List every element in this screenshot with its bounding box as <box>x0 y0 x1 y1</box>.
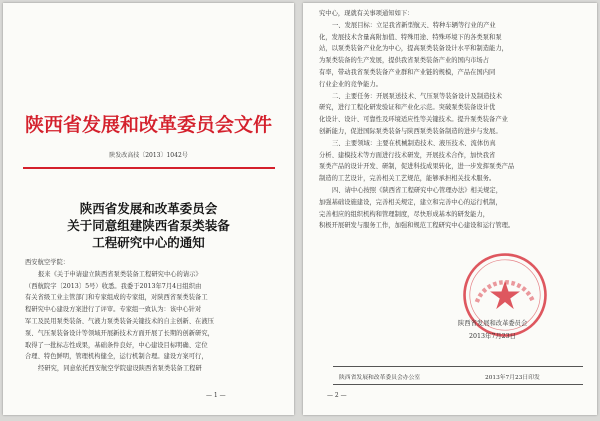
print-date: 2013年7月23日印发 <box>485 375 540 381</box>
body-line: （西航院字〔2013〕5号）收悉。我委于2013年7月4日组织由 <box>25 282 202 290</box>
body-line: 创新能力，促进国际泵类装备与陕西泵类装备制造的进步与发展。 <box>319 127 502 135</box>
footer-divider <box>333 384 583 385</box>
body-line: 积极开展研发与服务工作，加强和规范工程研究中心建设和运行管理。 <box>319 222 515 230</box>
salutation: 西安航空学院： <box>25 259 70 266</box>
page-number: — 2 — <box>327 392 347 399</box>
body-line: 化设计、设计、可靠性及环境适应性等关键技术。提升泵类装备产业 <box>319 116 508 124</box>
left-page <box>3 3 294 415</box>
body-line: 经研究，同意依托西安航空学院建设陕西省泵类装备工程研 <box>38 365 202 373</box>
body-line: 完善相应的组织机构和管理制度，尽快形成基本的研发能力， <box>319 210 490 218</box>
body-line: 一、发展目标：立足我省新型航天、特种车辆等行业的产业 <box>332 21 496 29</box>
body-line: 站，以泵类装备产业化为中心，提高泵类装备设计水平和制造能力， <box>319 45 508 53</box>
page-number: — 1 — <box>206 392 226 399</box>
right-page <box>303 3 597 415</box>
footer-divider <box>333 366 583 367</box>
document-number: 陕发改高技〔2013〕1042号 <box>109 152 188 159</box>
body-line: 合理、特色鲜明，管理机构健全，运行机制合理。建设方案可行， <box>25 353 208 361</box>
issuing-office: 陕西省发展和改革委员会办公室 <box>339 375 421 381</box>
body-line: 分析、建模技术等方面进行技术研发，开展技术合作，加快我省 <box>319 151 496 159</box>
right-body <box>319 8 585 264</box>
body-line: 有率，带动我省泵类装备产业群和产业链的规模，产品在国内同 <box>319 68 496 76</box>
body-line: 制造的工艺设计，完善相关工艺规范，能够承担相关技术服务。 <box>319 175 496 183</box>
body-line: 程研究中心建设方案进行了评审。专家组一致认为：该中心针对 <box>25 306 202 314</box>
left-body <box>25 257 277 381</box>
body-line: 加强基础设施建设，完善相关规定，建立和完善中心的运行机制， <box>319 198 502 206</box>
document-masthead: 陕西省发展和改革委员会文件 <box>24 114 272 136</box>
body-line: 军工及民用泵类装备、气液力泵类装备关键技术的自主创新、在液压 <box>25 317 214 325</box>
body-line: 取得了一批标志性成果，基础条件良好，中心建设目标明确、定位 <box>25 341 208 349</box>
body-line: 泵、气压泵装备设计等领域开展新技术方面开展了长期的创新研究， <box>25 329 214 337</box>
body-line: 究中心，现就有关事项通知如下： <box>319 10 414 17</box>
title-line-2: 关于同意组建陕西省泵类装备 <box>67 218 230 233</box>
body-line: 报来《关于申请建立陕西省泵类装备工程研究中心的请示》 <box>38 270 202 278</box>
body-line: 为泵类装备的生产发展，提供我省泵类装备产业的国内市场占 <box>319 57 490 65</box>
signing-organization: 陕西省发展和改革委员会 <box>458 320 528 327</box>
title-line-1: 陕西省发展和改革委员会 <box>79 201 218 216</box>
masthead-divider <box>23 167 275 169</box>
body-line: 泵类产品的设计开发、研制，促进科技成果转化，进一步发挥泵类产品 <box>319 163 515 171</box>
body-line: 二、主要任务：开展泵送技术、气压泵等装备设计及制造技术 <box>332 92 503 100</box>
body-line: 三、主要领域：主要在机械制造技术、液压技术、流体仿真 <box>332 139 496 147</box>
body-line: 研究，进行工程化研发验证和产业化示范。突破泵类装备设计优 <box>319 104 496 112</box>
signing-date: 2013年7月23日 <box>469 333 516 340</box>
body-line: 行业企业的竞争能力。 <box>319 80 382 88</box>
body-line: 化，发展技术含量高附加值、特殊用途、特殊环境下的各类泵和泵 <box>319 33 502 41</box>
body-line: 有关省级工业主管部门和专家组成的专家组，对陕西省泵类装备工 <box>25 294 208 302</box>
body-line: 四、请中心按照《陕西省工程研究中心管理办法》相关规定， <box>332 186 503 194</box>
title-line-3: 工程研究中心的通知 <box>92 235 205 250</box>
